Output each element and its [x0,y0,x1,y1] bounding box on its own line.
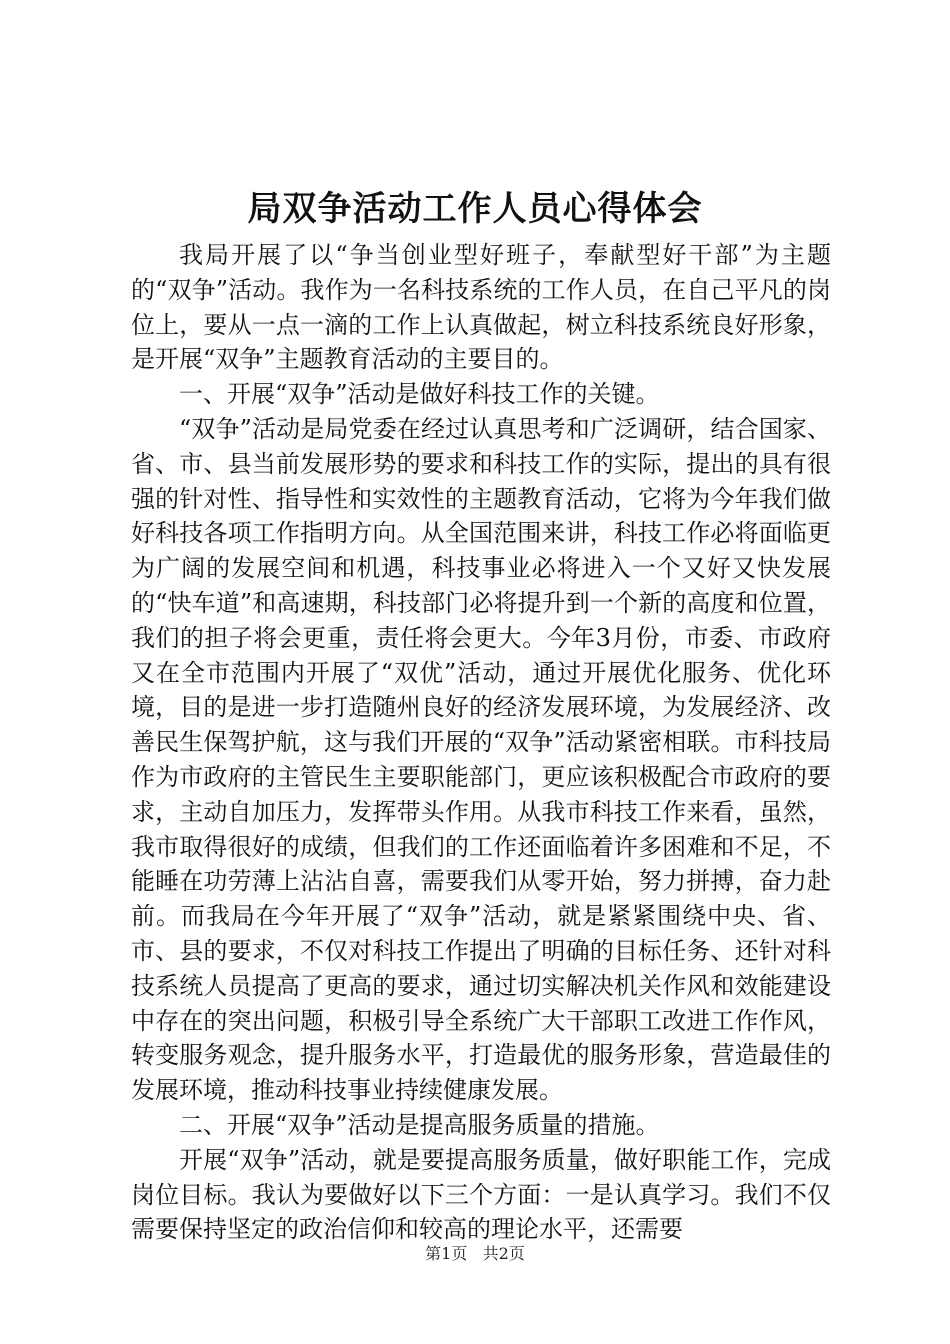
page-title: 局双争活动工作人员心得体会 [247,189,703,229]
paragraph-section-1: “双争”活动是局党委在经过认真思考和广泛调研，结合国家、省、市、县当前发展形势的要求和科技工作的实际，提出的具有很强的针对性、指导性和实效性的主题教育活动，它将为今年我们做好科技各项工作指明方向。从全国范围来讲，科技工作必将面临更为广阔的发展空间和机遇，科技事业必将进入一个又好又快发展的“快车道”和高速期，科技部门必将提升到一个新的高度和位置，我们的担子将会更重，责任将会更大。今年3月份，市委、市政府又在全市范围内开展了“双优”活动，通过开展优化服务、优化环境，目的是进一步打造随州良好的经济发展环境，为发展经济、改善民生保驾护航，这与我们开展的“双争”活动紧密相联。市科技局作为市政府的主管民生主要职能部门，更应该积极配合市政府的要求，主动自加压力，发挥带头作用。从我市科技工作来看，虽然，我市取得很好的成绩，但我们的工作还面临着许多困难和不足，不能睡在功劳薄上沾沾自喜，需要我们从零开始，努力拼搏，奋力赴前。而我局在今年开展了“双争”活动，就是紧紧围绕中央、省、市、县的要求，不仅对科技工作提出了明确的目标任务、还针对科技系统人员提高了更高的要求，通过切实解决机关作风和效能建设中存在的突出问题，积极引导全系统广大干部职工改进工作作风，转变服务观念，提升服务水平，打造最优的服务形象，营造最佳的发展环境，推动科技事业持续健康发展。 [131,414,831,1105]
section-heading-2: 二、开展“双争”活动是提高服务质量的措施。 [179,1110,660,1139]
page-footer [0,1243,950,1265]
paragraph-intro: 我局开展了以“争当创业型好班子，奉献型好干部”为主题的“双争”活动。我作为一名科技系统的工作人员，在自己平凡的岗位上，要从一点一滴的工作上认真做起，树立科技系统良好形象，是开展“双争”主题教育活动的主要目的。 [131,241,831,374]
document-body [131,238,831,1247]
page-number: 第1页 [425,1244,468,1263]
page-total: 共2页 [482,1244,525,1263]
page-separator [472,1244,477,1263]
section-heading-1: 一、开展“双争”活动是做好科技工作的关键。 [179,380,660,409]
paragraph-section-2: 开展“双争”活动，就是要提高服务质量，做好职能工作，完成岗位目标。我认为要做好以下三个方面：一是认真学习。我们不仅需要保持坚定的政治信仰和较高的理论水平，还需要 [131,1145,831,1244]
